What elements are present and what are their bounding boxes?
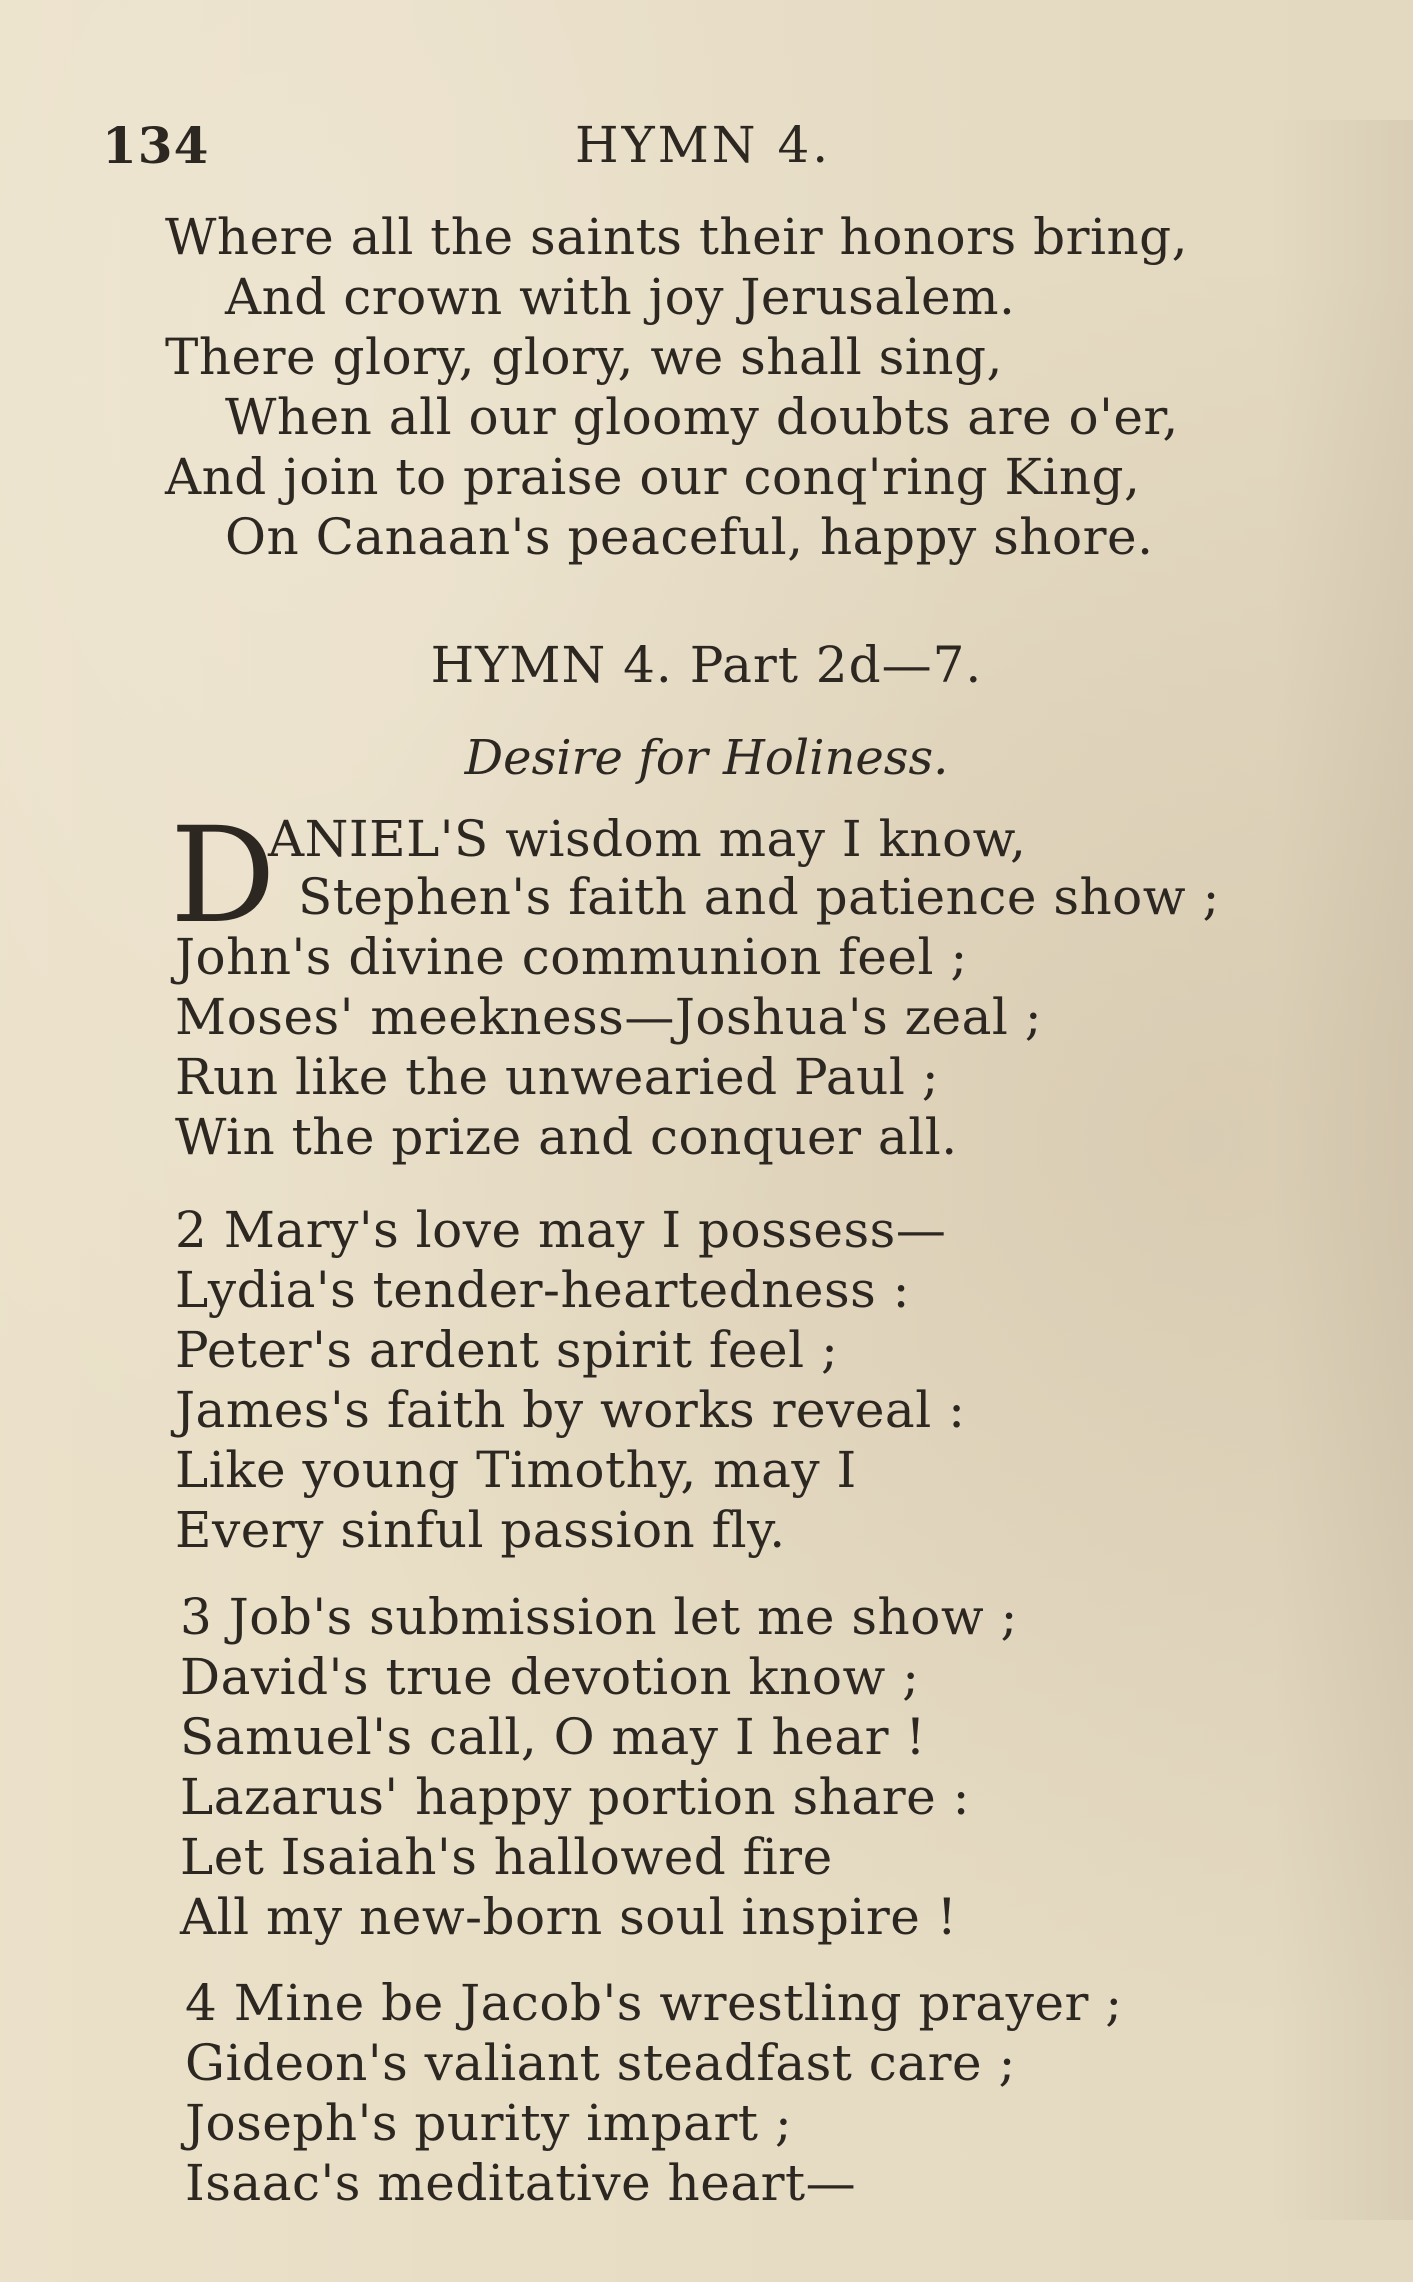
verse-line: When all our gloomy doubts are o'er,: [225, 388, 1179, 446]
verse-line: There glory, glory, we shall sing,: [165, 328, 1003, 386]
verse-line: Lydia's tender-heartedness :: [175, 1261, 910, 1319]
verse-line: Win the prize and conquer all.: [175, 1108, 958, 1166]
verse-line: Where all the saints their honors bring,: [165, 208, 1189, 266]
verse-line: Run like the unwearied Paul ;: [175, 1048, 940, 1106]
verse-line: 4 Mine be Jacob's wrestling prayer ;: [185, 1974, 1123, 2032]
verse-line: Lazarus' happy portion share :: [180, 1768, 970, 1826]
verse-line: Moses' meekness—Joshua's zeal ;: [175, 988, 1043, 1046]
verse-line: On Canaan's peaceful, happy shore.: [225, 508, 1154, 566]
hymn-title: HYMN 4. Part 2d—7.: [430, 636, 983, 694]
running-head: HYMN 4.: [575, 116, 832, 174]
verse-line: Like young Timothy, may I: [175, 1441, 857, 1499]
verse-line: 3 Job's submission let me show ;: [180, 1588, 1018, 1646]
verse-line: David's true devotion know ;: [180, 1648, 920, 1706]
verse-line: And join to praise our conq'ring King,: [165, 448, 1141, 506]
verse-line: Peter's ardent spirit feel ;: [175, 1321, 839, 1379]
verse-line: Let Isaiah's hallowed fire: [180, 1828, 833, 1886]
verse-line: Gideon's valiant steadfast care ;: [185, 2034, 1016, 2092]
verse-line: Joseph's purity impart ;: [185, 2094, 793, 2152]
verse-line: James's faith by works reveal :: [175, 1381, 966, 1439]
page-edge-shadow: [1273, 120, 1413, 2220]
verse-line: And crown with joy Jerusalem.: [225, 268, 1016, 326]
verse-line: Isaac's meditative heart—: [185, 2154, 857, 2212]
verse-line: Stephen's faith and patience show ;: [298, 868, 1220, 926]
verse-line: 2 Mary's love may I possess—: [175, 1201, 947, 1259]
page-number: 134: [102, 116, 210, 175]
verse-line: All my new-born soul inspire !: [180, 1888, 958, 1946]
drop-cap: D: [170, 799, 276, 953]
verse-line: John's divine communion feel ;: [175, 928, 968, 986]
first-line: ANIEL'S wisdom may I know,: [268, 810, 1027, 868]
verse-line: Every sinful passion fly.: [175, 1501, 786, 1559]
verse-line: Samuel's call, O may I hear !: [180, 1708, 927, 1766]
hymn-subtitle: Desire for Holiness.: [464, 730, 949, 786]
